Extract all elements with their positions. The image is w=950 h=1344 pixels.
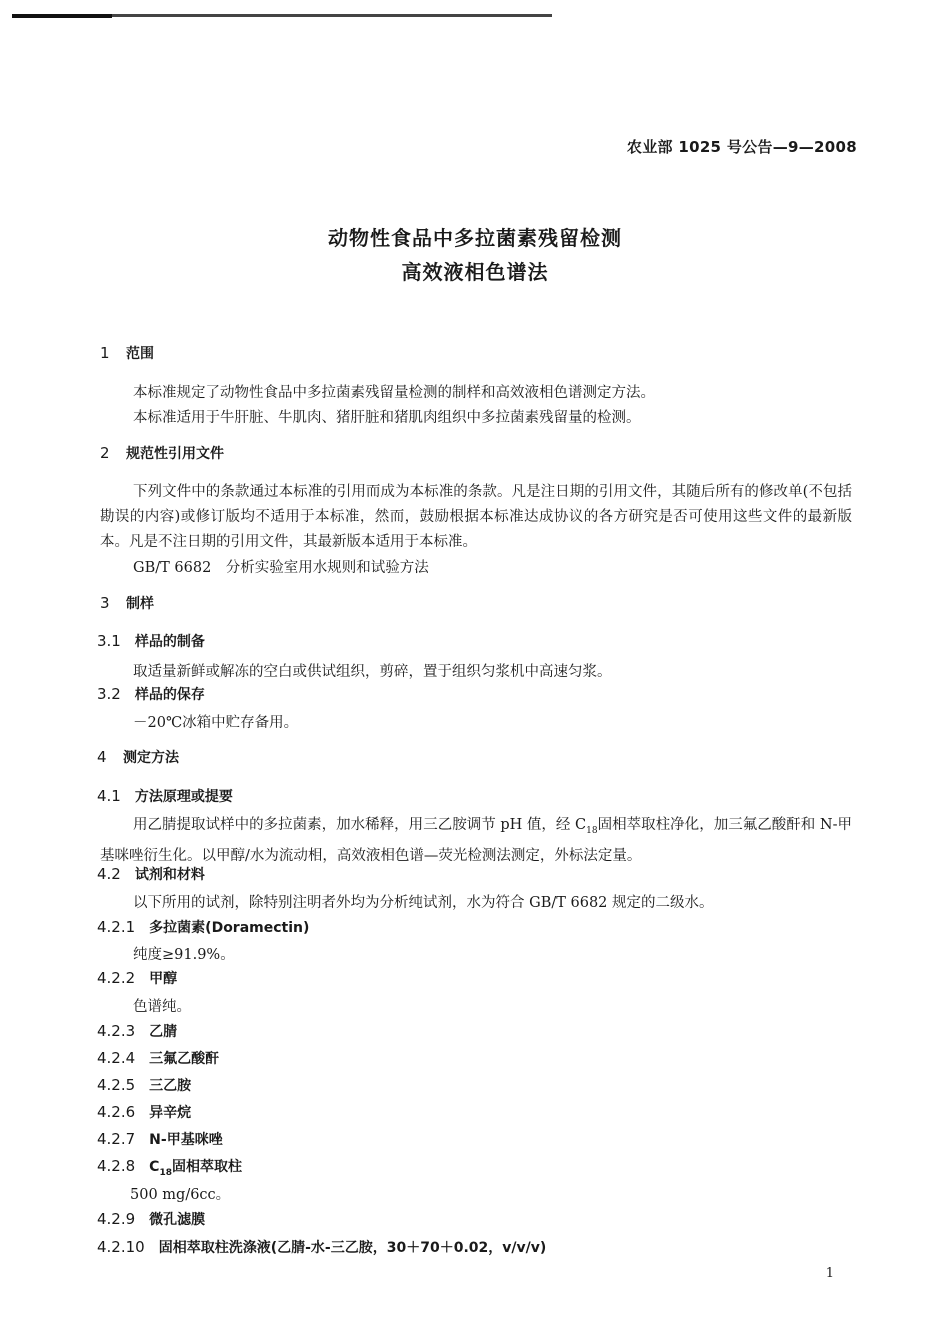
section-title: 样品的制备: [134, 634, 205, 650]
section-3-1-heading: [97, 631, 205, 651]
top-rule-accent: [12, 14, 112, 18]
item-4-2-8-text: 500 mg/6cc。: [130, 1187, 231, 1203]
item-4-2-5-heading: [97, 1075, 191, 1095]
section-title: 制样: [126, 596, 154, 612]
principle-text-b: 固相萃取柱净化，加三氟乙酸酐和 N-甲基咪唑衍生化。以甲醇/水为流动相，高效液相色谱—荧光检测法测定，外标法定量。: [100, 817, 852, 864]
page-number: 1: [825, 1266, 834, 1281]
item-4-2-9-heading: [97, 1209, 205, 1229]
item-4-2-6-heading: [97, 1102, 191, 1122]
section-3-heading: [100, 593, 154, 613]
doc-title-line1: 动物性食品中多拉菌素残留检测: [328, 226, 622, 250]
principle-text-a: 用乙腈提取试样中的多拉菌素，加水稀释，用三乙胺调节 pH 值，经 C: [133, 817, 587, 833]
item-title: 乙腈: [149, 1024, 178, 1040]
item-title-suffix: 固相萃取柱: [171, 1159, 242, 1175]
section-title: 试剂和材料: [134, 867, 205, 883]
item-title: 三乙胺: [149, 1078, 192, 1094]
item-number: 4.2.5: [97, 1076, 136, 1094]
section-4-1-heading: [97, 786, 233, 806]
section-4-2-text: 以下所用的试剂，除特别注明者外均为分析纯试剂，水为符合 GB/T 6682 规定的二级水。: [133, 895, 714, 911]
item-title: 甲醇: [149, 971, 178, 987]
item-number: 4.2.2: [97, 969, 136, 987]
section-number: 3.1: [97, 632, 121, 650]
item-title: 异辛烷: [149, 1105, 192, 1121]
doc-title-line2: 高效液相色谱法: [401, 260, 549, 284]
item-number: 4.2.8: [97, 1157, 136, 1175]
normative-reference: GB/T 6682 分析实验室用水规则和试验方法: [133, 560, 429, 576]
section-2-heading: [100, 443, 224, 463]
item-4-2-7-heading: [97, 1129, 223, 1149]
item-number: 4.2.10: [97, 1238, 145, 1256]
section-4-heading: [97, 747, 179, 767]
section-3-1-text: 取适量新鲜或解冻的空白或供试组织，剪碎，置于组织匀浆机中高速匀浆。: [133, 664, 612, 680]
subscript-18: 18: [159, 1167, 172, 1178]
standard-number: 农业部 1025 号公告—9—2008: [626, 138, 857, 156]
item-4-2-2-heading: [97, 968, 177, 988]
section-4-1-text: [100, 813, 852, 869]
section-number: 4: [97, 748, 107, 766]
item-title: N-甲基咪唑: [149, 1132, 223, 1148]
section-number: 4.1: [97, 787, 121, 805]
item-number: 4.2.4: [97, 1049, 136, 1067]
subscript-18: 18: [586, 825, 598, 836]
section-number: 2: [100, 444, 110, 462]
section-number: 3.2: [97, 685, 121, 703]
item-number: 4.2.6: [97, 1103, 136, 1121]
item-4-2-2-text: 色谱纯。: [133, 999, 191, 1015]
section-1-heading: [100, 343, 154, 363]
item-4-2-8-heading: [97, 1156, 242, 1178]
item-number: 4.2.9: [97, 1210, 136, 1228]
item-title-prefix: C: [149, 1159, 160, 1175]
section-3-2-heading: [97, 684, 205, 704]
section-3-2-text: －20℃冰箱中贮存备用。: [133, 715, 299, 731]
section-title: 样品的保存: [134, 687, 205, 703]
item-title: 固相萃取柱洗涤液(乙腈-水-三乙胺，30＋70＋0.02，v/v/v): [158, 1240, 547, 1256]
item-number: 4.2.3: [97, 1022, 136, 1040]
item-title: 微孔滤膜: [149, 1212, 206, 1228]
item-4-2-4-heading: [97, 1048, 219, 1068]
section-title: 测定方法: [123, 750, 179, 766]
item-4-2-1-heading: [97, 917, 309, 937]
item-4-2-10-heading: [97, 1237, 546, 1257]
section-2-para-1: 下列文件中的条款通过本标准的引用而成为本标准的条款。凡是注日期的引用文件，其随后所有的修改单(不包括勘误的内容)或修订版均不适用于本标准，然而，鼓励根据本标准达成协议的各方研究是否可使用这些文件的最新版本。凡是不注日期的引用文件，其最新版本适用于本标准。: [100, 484, 852, 550]
section-number: 3: [100, 594, 110, 612]
section-1-para-2: 本标准适用于牛肝脏、牛肌肉、猪肝脏和猪肌肉组织中多拉菌素残留量的检测。: [133, 410, 641, 426]
item-4-2-1-text: 纯度≥91.9%。: [133, 947, 235, 963]
item-title: 三氟乙酸酐: [149, 1051, 220, 1067]
section-title: 规范性引用文件: [126, 446, 224, 462]
section-title: 范围: [126, 346, 154, 362]
item-title: 多拉菌素(Doramectin): [149, 920, 310, 936]
section-4-2-heading: [97, 864, 205, 884]
item-number: 4.2.7: [97, 1130, 136, 1148]
section-number: 4.2: [97, 865, 121, 883]
section-number: 1: [100, 344, 110, 362]
item-number: 4.2.1: [97, 918, 136, 936]
section-1-para-1: 本标准规定了动物性食品中多拉菌素残留量检测的制样和高效液相色谱测定方法。: [133, 385, 655, 401]
item-4-2-3-heading: [97, 1021, 177, 1041]
section-title: 方法原理或提要: [134, 789, 233, 805]
